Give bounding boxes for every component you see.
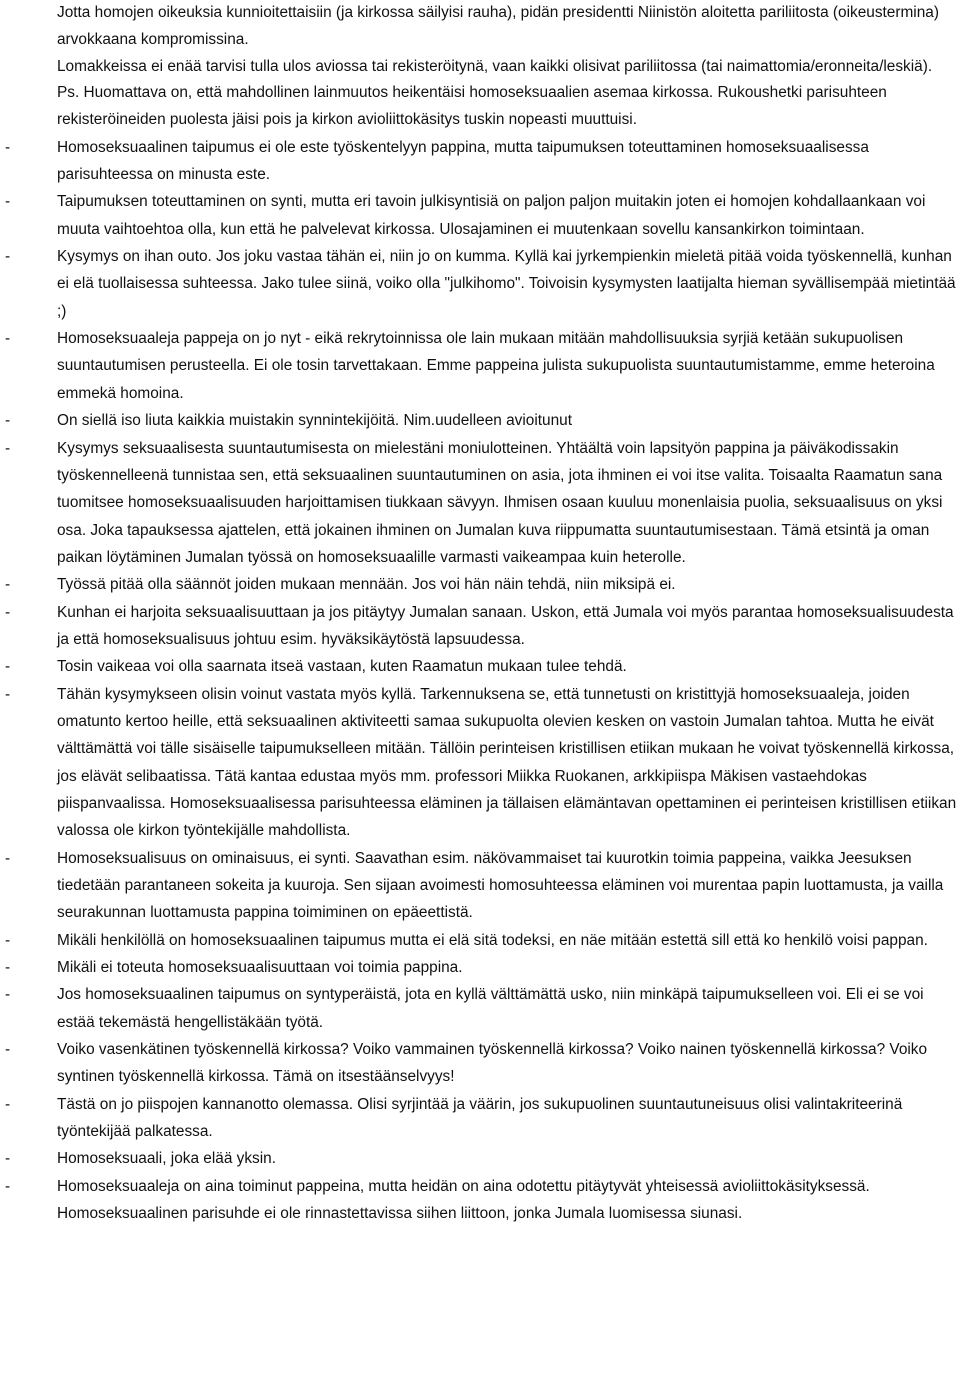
list-item	[5, 681, 958, 845]
list-item	[5, 1145, 958, 1172]
list-item	[5, 599, 958, 654]
list-item	[5, 134, 958, 189]
list-item-text: Mikäli henkilöllä on homoseksuaalinen taipumus mutta ei elä sitä todeksi, en näe mitään estettä sill että ko henkilö voisi pappan.	[57, 931, 928, 949]
list-item-text: Tähän kysymykseen olisin voinut vastata myös kyllä. Tarkennuksena se, että tunnetusti on kristittyjä homoseksuaaleja, joiden omatunto kertoo heille, että seksuaalinen aktiviteetti samaa sukupuolta olevien kesken on vastoin Jumalan tahtoa. Mutta he eivät välttämättä voi tälle sisäiselle taipumukselleen mitään. Tällöin perinteisen kristillisen etiikan mukaan he voivat työskennellä kirkossa, jos elävät selibaatissa. Tätä kantaa edustaa myös mm. professori Miikka Ruokanen, arkkipiispa Mäkisen vastaehdokas piispanvaalissa. Homoseksuaalisessa parisuhteessa eläminen ja tällaisen elämäntavan opettaminen ei perinteisen kristillisen etiikan valossa ole kirkon työntekijälle mahdollista.	[57, 685, 957, 840]
list-item-text: Homoseksuaaleja pappeja on jo nyt - eikä rekrytoinnissa ole lain mukaan mitään mahdollisuuksia syrjiä ketään sukupuolisen suuntautumisen perusteella. Ei ole tosin tarvettakaan. Emme pappeina julista sukupuolista suuntautumistamme, emme heteroina emmekä homoina.	[57, 330, 935, 402]
list-bullet: -	[5, 1095, 11, 1113]
list-item-text: Työssä pitää olla säännöt joiden mukaan mennään. Jos voi hän näin tehdä, niin miksipä ei.	[57, 576, 676, 594]
list-bullet: -	[5, 412, 11, 430]
list-item	[5, 954, 958, 981]
list-bullet: -	[5, 959, 11, 977]
list-item-text: Homoseksuaaleja on aina toiminut pappeina, mutta heidän on aina odotettu pitäytyvät yhteisessä avioliittokäsityksessä. Homoseksuaalinen parisuhde ei ole rinnastettavissa siihen liittoon, jonka Jumala luomisessa siunasi.	[57, 1177, 870, 1223]
list-bullet: -	[5, 1177, 11, 1195]
list-bullet: -	[5, 576, 11, 594]
list-item-text: Tosin vaikeaa voi olla saarnata itseä vastaan, kuten Raamatun mukaan tulee tehdä.	[57, 658, 627, 676]
list-bullet: -	[5, 849, 11, 867]
list-item	[5, 407, 958, 434]
list-bullet: -	[5, 931, 11, 949]
list-item	[5, 571, 958, 598]
list-bullet: -	[5, 658, 11, 676]
list-bullet: -	[5, 330, 11, 348]
list-bullet: -	[5, 986, 11, 1004]
list-item	[5, 927, 958, 954]
list-item	[5, 1173, 958, 1228]
intro-paragraph-3: Ps. Huomattava on, että mahdollinen lainmuutos heikentäisi homoseksuaalien asemaa kirkossa. Rukoushetki parisuhteen rekisteröineiden puolesta jäisi pois ja kirkon avioliittokäsitys tuskin nopeasti muuttuisi.	[57, 84, 887, 129]
list-item-text: Jos homoseksuaalinen taipumus on syntyperäistä, jota en kyllä välttämättä usko, niin minkäpä taipumukselleen voi. Eli ei se voi estää tekemästä hengellistäkään työtä.	[57, 986, 924, 1031]
list-bullet: -	[5, 138, 11, 156]
list-item-text: Homoseksuaali, joka elää yksin.	[57, 1150, 276, 1168]
list-item-text: Mikäli ei toteuta homoseksuaalisuuttaan voi toimia pappina.	[57, 959, 463, 977]
list-bullet: -	[5, 1150, 11, 1168]
list-item	[5, 1091, 958, 1146]
list-item	[5, 653, 958, 680]
list-item	[5, 1036, 958, 1091]
list-item	[5, 243, 958, 325]
list-item-text: Homoseksuaalinen taipumus ei ole este työskentelyyn pappina, mutta taipumuksen toteuttaminen homoseksuaalisessa parisuhteessa on minusta este.	[57, 138, 869, 184]
list-item-text: On siellä iso liuta kaikkia muistakin synnintekijöitä. Nim.uudelleen avioitunut	[57, 412, 572, 430]
list-item-text: Kunhan ei harjoita seksuaalisuuttaan ja jos pitäytyy Jumalan sanaan. Uskon, että Jumala voi myös parantaa homoseksualisuudesta ja että homoseksualisuus johtuu esim. hyväksikäytöstä lapsuudessa.	[57, 603, 954, 648]
list-bullet: -	[5, 193, 11, 211]
response-list	[5, 134, 958, 1228]
list-item	[5, 845, 958, 927]
intro-paragraph-1: Jotta homojen oikeuksia kunnioitettaisiin (ja kirkossa säilyisi rauha), pidän presidentti Niinistön aloitetta pariliitosta (oikeustermina) arvokkaana kompromissina.	[57, 4, 939, 49]
list-item-text: Kysymys seksuaalisesta suuntautumisesta on mielestäni moniulotteinen. Yhtäältä voin lapsityön pappina ja päiväkodissakin työskennelleenä tunnistaa sen, että seksuaalinen suuntautuminen on asia, jota ihminen ei voi itse valita. Toisaalta Raamatun sana tuomitsee homoseksuaalisuuden harjoittamisen tiukkaan sävyyn. Ihmisen osaan kuuluu monenlaisia puolia, seksuaalisuus on yksi osa. Joka tapauksessa ajattelen, että jokainen ihminen on Jumalan kuva riippumatta suuntautumisestaan. Tämä etsintä ja oman paikan löytäminen Jumalan työssä on homoseksuaalille varmasti vaikeampaa kuin heterolle.	[57, 439, 943, 566]
list-bullet: -	[5, 439, 11, 457]
intro-paragraph-2: Lomakkeissa ei enää tarvisi tulla ulos aviossa tai rekisteröitynä, vaan kaikki olisivat pariliitossa (tai naimattomia/eronneita/leskiä).	[57, 57, 933, 75]
list-item-text: Voiko vasenkätinen työskennellä kirkossa? Voiko vammainen työskennellä kirkossa? Voiko nainen työskennellä kirkossa? Voiko syntinen työskennellä kirkossa. Tämä on itsestäänselvyys!	[57, 1041, 928, 1086]
list-item	[5, 188, 958, 243]
list-item	[5, 435, 958, 572]
list-bullet: -	[5, 1041, 11, 1059]
list-item-text: Tästä on jo piispojen kannanotto olemassa. Olisi syrjintää ja väärin, jos sukupuolinen suuntautuneisuus olisi valintakriteerinä työntekijää palkatessa.	[57, 1095, 903, 1141]
list-bullet: -	[5, 603, 11, 621]
list-item-text: Kysymys on ihan outo. Jos joku vastaa tähän ei, niin jo on kumma. Kyllä kai jyrkempienkin mieletä pitää voida työskennellä, kunhan ei elä tuollaisessa suhteessa. Jako tulee siinä, voiko olla "julkihomo". Toivoisin kysymysten laatijalta hieman syvällisempää mietintää ;)	[57, 248, 956, 320]
list-bullet: -	[5, 685, 11, 703]
list-item-text: Homoseksualisuus on ominaisuus, ei synti. Saavathan esim. näkövammaiset tai kuurotkin toimia pappeina, vaikka Jeesuksen tiedetään parantaneen sokeita ja kuuroja. Sen sijaan avoimesti homosuhteessa eläminen voi murentaa papin luottamusta, ja vailla seurakunnan luottamusta pappina toimiminen on epäeettistä.	[57, 849, 944, 922]
list-bullet: -	[5, 248, 11, 266]
list-item	[5, 325, 958, 407]
list-item	[5, 981, 958, 1036]
list-item-text: Taipumuksen toteuttaminen on synti, mutta eri tavoin julkisyntisiä on paljon paljon muitakin joten ei homojen kohdallaankaan voi muuta vaihtoehtoa olla, kun että he palvelevat kirkossa. Ulosajaminen ei muutenkaan sovellu kansankirkon toimintaan.	[57, 193, 926, 238]
